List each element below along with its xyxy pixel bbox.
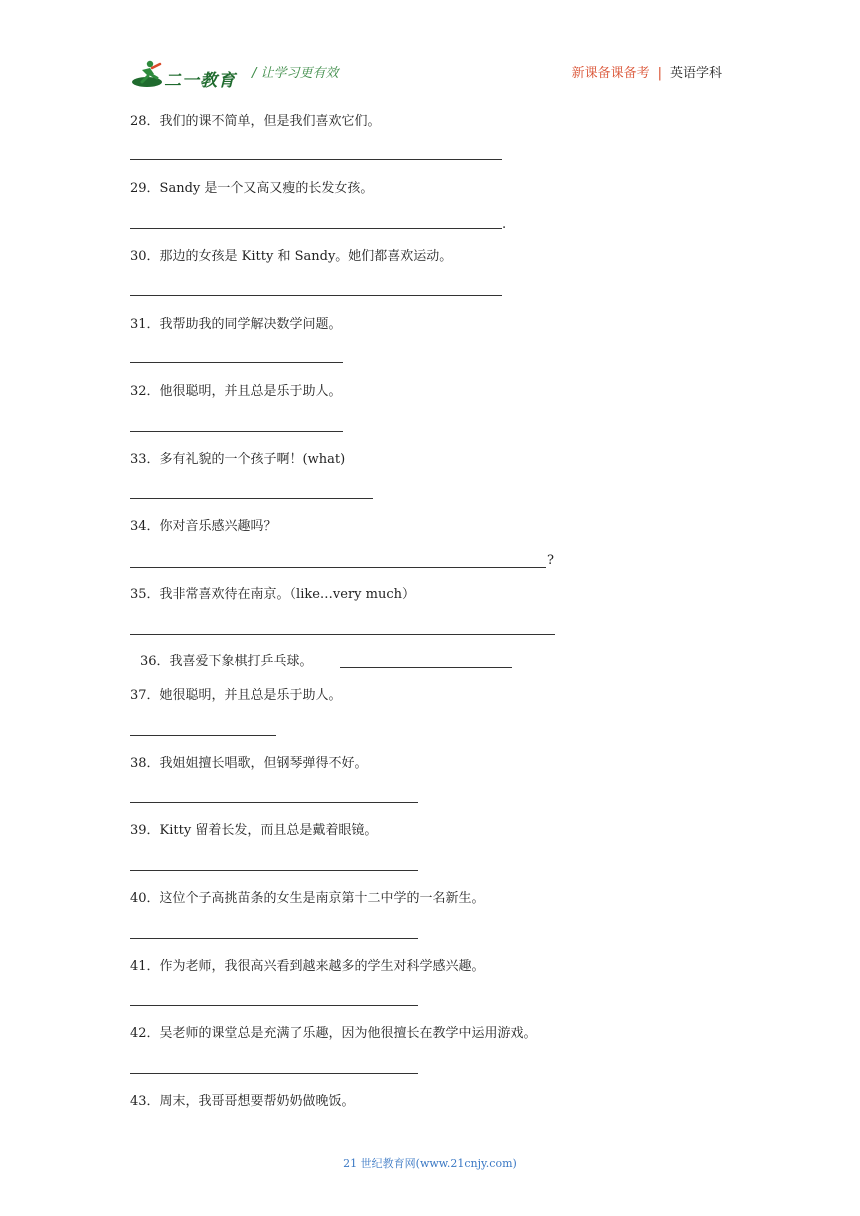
answer-line-40[interactable] (130, 938, 418, 939)
answer-line-34[interactable] (130, 567, 546, 568)
question-35: 35．我非常喜欢待在南京。（like…very much） (130, 587, 416, 602)
page-header (0, 48, 860, 98)
answer-line-33[interactable] (130, 498, 373, 499)
question-43: 43．周末，我哥哥想要帮奶奶做晚饭。 (130, 1094, 355, 1109)
tag-subject: 英语学科 (669, 66, 722, 81)
site-logo (130, 58, 240, 90)
question-42: 42．吴老师的课堂总是充满了乐趣，因为他很擅长在教学中运用游戏。 (130, 1026, 537, 1041)
footer-link[interactable]: 21 世纪教育网(www.21cnjy.com) (343, 1157, 517, 1170)
question-32: 32．他很聪明，并且总是乐于助人。 (130, 384, 342, 399)
slogan: / 让学习更有效 (252, 66, 339, 81)
question-39: 39．Kitty 留着长发，而且总是戴着眼镜。 (130, 823, 378, 838)
question-29: 29．Sandy 是一个又高又瘦的长发女孩。 (130, 181, 374, 196)
answer-line-31[interactable] (130, 362, 343, 363)
tag-main: 新课备课备考 (571, 66, 650, 81)
end-mark-29: . (502, 217, 507, 232)
question-36: 36．我喜爱下象棋打乒乓球。 (140, 654, 313, 669)
answer-line-41[interactable] (130, 1005, 418, 1006)
answer-line-42[interactable] (130, 1073, 418, 1074)
tag-separator: | (657, 66, 662, 81)
answer-line-35[interactable] (130, 634, 555, 635)
question-28: 28．我们的课不简单，但是我们喜欢它们。 (130, 114, 381, 129)
answer-line-32[interactable] (130, 431, 343, 432)
question-33: 33．多有礼貌的一个孩子啊！(what) (130, 452, 346, 467)
question-38: 38．我姐姐擅长唱歌，但钢琴弹得不好。 (130, 756, 368, 771)
question-31: 31．我帮助我的同学解决数学问题。 (130, 317, 342, 332)
question-41: 41．作为老师，我很高兴看到越来越多的学生对科学感兴趣。 (130, 959, 485, 974)
question-30: 30．那边的女孩是 Kitty 和 Sandy。她们都喜欢运动。 (130, 249, 453, 264)
answer-line-28[interactable] (130, 159, 502, 160)
runner-logo-icon (130, 58, 164, 90)
answer-line-29[interactable] (130, 228, 502, 229)
answer-line-37[interactable] (130, 735, 276, 736)
answer-line-30[interactable] (130, 295, 502, 296)
question-34: 34．你对音乐感兴趣吗？ (130, 519, 277, 534)
question-37: 37．她很聪明，并且总是乐于助人。 (130, 688, 342, 703)
answer-line-36[interactable] (340, 667, 512, 668)
question-40: 40．这位个子高挑苗条的女生是南京第十二中学的一名新生。 (130, 891, 485, 906)
end-mark-34: ? (547, 553, 554, 568)
answer-line-39[interactable] (130, 870, 418, 871)
answer-line-38[interactable] (130, 802, 418, 803)
logo-text: 二一教育 (164, 71, 236, 91)
subject-tag (572, 62, 722, 81)
